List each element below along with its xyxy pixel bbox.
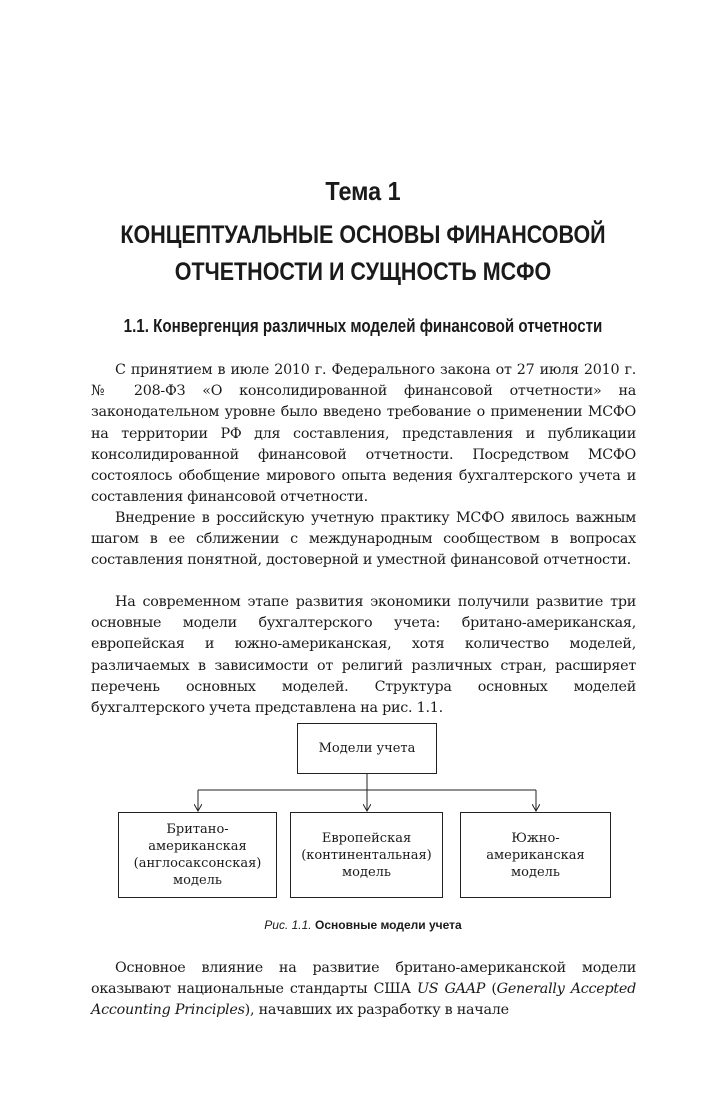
chapter-title (85, 217, 641, 291)
paragraph-4-text-c: ( (485, 981, 497, 998)
chapter-title-line-2: ОТЧЕТНОСТИ И СУЩНОСТЬ МСФО (174, 258, 552, 286)
diagram-box-british-american: Британо-американская (англосаксонская) модель (118, 812, 277, 898)
paragraph-4-text-e: ), начавших их разработку в начале (244, 1002, 509, 1019)
paragraph-4-gaap-expansion: Generally Accepted Accounting Principles (91, 981, 637, 1019)
paragraph-4-us-gaap: US GAAP (417, 981, 486, 998)
paragraph-3: На современном этапе развития экономики получили развитие три основные модели бухгалтерского учета: британо-американская, европейская и южно-американская, хотя количество моделей, различаемых в зависимости от религий различных стран, расширяет перечень основных моделей. Структура основных моделей бухгалтерского учета представлена на рис. 1.1. (91, 594, 636, 717)
diagram-box-root: Модели учета (297, 723, 437, 774)
figure-caption-label: Рис. 1.1. (264, 918, 312, 932)
paragraph-1: С принятием в июле 2010 г. Федерального закона от 27 июля 2010 г. № 208-ФЗ «О консолидированной финансовой отчетности» на законодательном уровне было введено требование о применении МСФО на территории РФ для составления, представления и публикации консолидированной финансовой отчетности. Посредством МСФО состоялось обобщение мирового опыта ведения бухгалтерского учета и составления финансовой отчетности. (91, 362, 636, 506)
paragraph-2: Внедрение в российскую учетную практику МСФО явилось важным шагом в ее сближении с международным сообществом в вопросах составления понятной, достоверной и уместной финансовой отчетности. (91, 510, 636, 569)
diagram-box-south-american: Южно-американская модель (460, 812, 611, 898)
paragraph-4-text-a: Основное влияние на развитие британо-американской модели оказывают национальные стандарты США (91, 960, 636, 998)
chapter-label: Тема 1 (325, 176, 401, 206)
chapter-title-line-1: КОНЦЕПТУАЛЬНЫЕ ОСНОВЫ ФИНАНСОВОЙ (120, 221, 606, 249)
figure-caption-text: Основные модели учета (315, 918, 462, 932)
section-title: 1.1. Конвергенция различных моделей финансовой отчетности (123, 316, 603, 336)
diagram-box-european: Европейская (континентальная) модель (290, 812, 443, 898)
paragraph-4 (91, 958, 636, 1022)
figure-caption (0, 918, 726, 932)
